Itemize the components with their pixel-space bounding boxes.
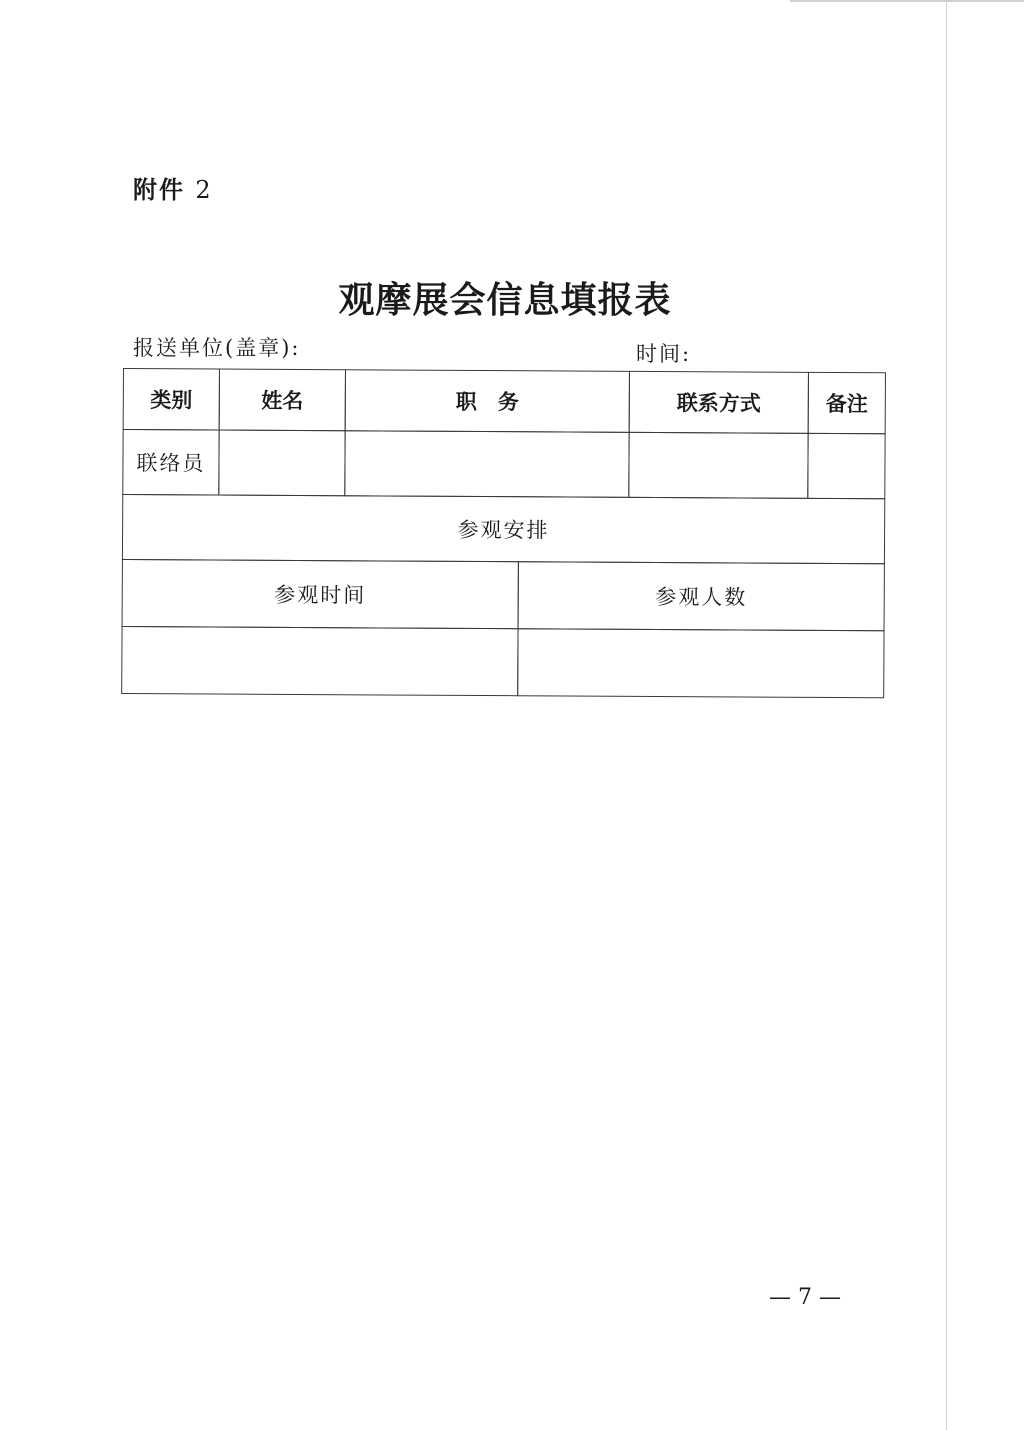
header-name: 姓名 — [219, 369, 346, 432]
info-form-table — [121, 368, 886, 704]
reporting-unit-label: 报送单位(盖章): — [133, 336, 301, 360]
attachment-label — [133, 170, 213, 205]
header-category: 类别 — [123, 368, 220, 431]
header-visit-time: 参观时间 — [122, 559, 519, 629]
visit-arrangement-title: 参观安排 — [122, 494, 885, 564]
header-visit-count: 参观人数 — [518, 561, 885, 631]
liaison-contact-field[interactable] — [628, 432, 808, 499]
row-liaison-label: 联络员 — [122, 429, 219, 496]
visit-time-field[interactable] — [121, 626, 518, 696]
attachment-text: 附件 — [133, 176, 185, 204]
scan-edge-top — [790, 0, 1024, 2]
header-remarks: 备注 — [808, 372, 886, 434]
attachment-number: 2 — [195, 176, 213, 204]
scan-edge-right — [946, 0, 947, 1430]
visit-count-field[interactable] — [517, 628, 884, 698]
time-label: 时间: — [636, 342, 692, 366]
header-position: 职 务 — [345, 369, 630, 433]
liaison-position-field[interactable] — [344, 430, 629, 498]
liaison-remarks-field[interactable] — [807, 433, 885, 499]
form-title: 观摩展会信息填报表 — [338, 279, 672, 321]
liaison-name-field[interactable] — [218, 430, 345, 497]
page-number: — 7 — — [769, 1285, 841, 1310]
header-contact: 联系方式 — [629, 371, 809, 434]
